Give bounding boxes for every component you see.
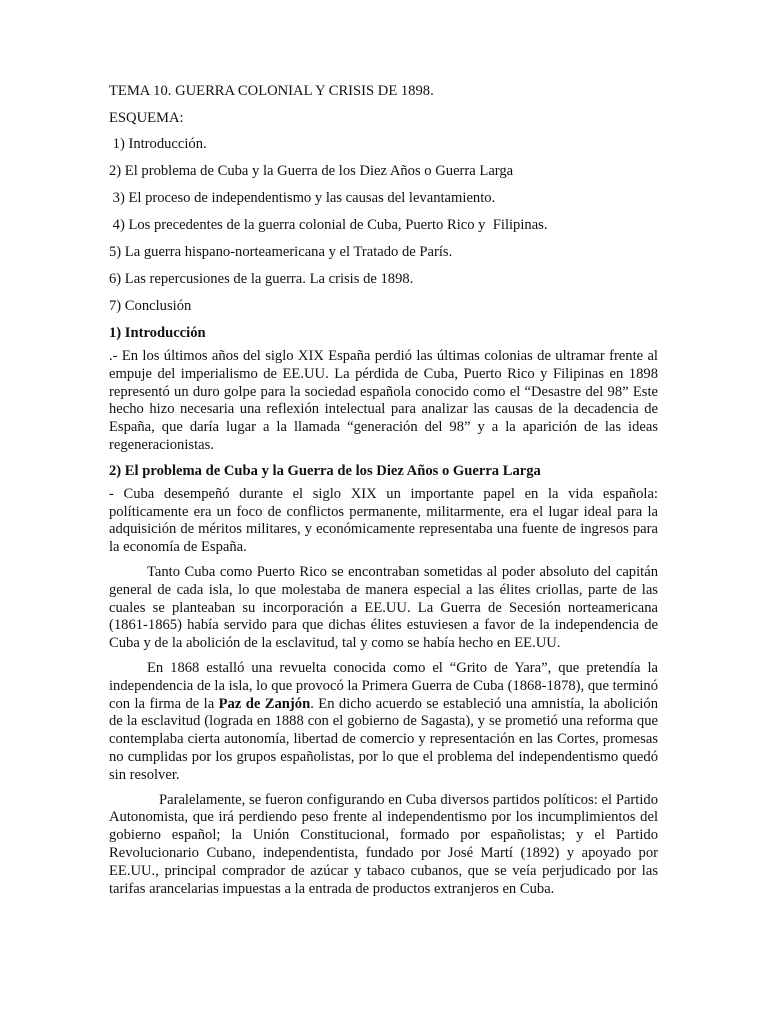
section-2-paragraph-3: [109, 660, 658, 785]
paragraph-3-text-end: . En dicho acuerdo se estableció una amnistía, la abolición de la esclavitud (lograda en 1888 con el gobierno de Sagasta), y se prometió una reforma que contemplaba cierta autonomía, libertad de comercio y representación en las Cortes, promesas no cumplidas por los grupos españolistas, por lo que el problema del independentismo quedó sin resolver.: [109, 695, 658, 783]
section-2-heading: 2) El problema de Cuba y la Guerra de los Diez Años o Guerra Larga: [109, 462, 541, 479]
section-1-heading: 1) Introducción: [109, 325, 206, 341]
section-1-paragraph: .- En los últimos años del siglo XIX España perdió las últimas colonias de ultramar frente al empuje del imperialismo de EE.UU. La pérdida de Cuba, Puerto Rico y Filipinas en 1898 representó un duro golpe para la sociedad española conocido como el “Desastre del 98” Este hecho hizo necesaria una reflexión intelectual para analizar las causas de la decadencia de España, que daría lugar a la llamada “generación del 98” y a la aparición de las ideas regeneracionistas.: [109, 348, 658, 453]
outline-item-5: 5) La guerra hispano-norteamericana y el Tratado de París.: [109, 244, 453, 260]
outline-item-7: 7) Conclusión: [109, 298, 192, 314]
outline-item-4: 4) Los precedentes de la guerra colonial de Cuba, Puerto Rico y Filipinas.: [109, 217, 548, 233]
paragraph-3-text-start: En 1868 estalló una revuelta conocida como el “Grito de Yara”, que pretendía la independencia de la isla, lo que provocó la Primera Guerra de Cuba (1868-1878), que terminó con la firma de la: [109, 659, 658, 712]
section-2-paragraph-2: Tanto Cuba como Puerto Rico se encontraban sometidas al poder absoluto del capitán general de cada isla, lo que molestaba de manera especial a las élites criollas, parte de las cuales se planteaban su incorporación a EE.UU. La Guerra de Secesión norteamericana (1861-1865) había servido para que dichas élites estuviesen a favor de la independencia de Cuba y de la abolición de la esclavitud, tal y como se había hecho en EE.UU.: [109, 563, 658, 652]
section-2-paragraph-1: - Cuba desempeñó durante el siglo XIX un importante papel en la vida española: políticamente era un foco de conflictos permanente, militarmente, era el lugar ideal para la adquisición de méritos militares, y económicamente representaba una fuente de ingresos para la economía de España.: [109, 485, 658, 556]
outline-item-3: 3) El proceso de independentismo y las causas del levantamiento.: [109, 190, 496, 206]
outline-label: ESQUEMA:: [109, 110, 184, 126]
section-2-paragraph-4: Paralelamente, se fueron configurando en Cuba diversos partidos políticos: el Partido Autonomista, que irá perdiendo peso frente al independentismo por los incumplimientos del gobierno español; la Unión Constitucional, formado por españolistas; y el Partido Revolucionario Cubano, independentista, fundado por José Martí (1892) y apoyado por EE.UU., principal comprador de azúcar y tabaco cubanos, que se veía perjudicado por las tarifas arancelarias impuestas a la entrada de productos extranjeros en Cuba.: [109, 791, 658, 897]
outline-item-6: 6) Las repercusiones de la guerra. La crisis de 1898.: [109, 271, 414, 287]
document-title: TEMA 10. GUERRA COLONIAL Y CRISIS DE 1898.: [109, 83, 434, 99]
paz-de-zanjon-bold: Paz de Zanjón: [218, 695, 311, 712]
outline-item-1: 1) Introducción.: [109, 136, 207, 152]
outline-item-2: 2) El problema de Cuba y la Guerra de los Diez Años o Guerra Larga: [109, 163, 514, 179]
